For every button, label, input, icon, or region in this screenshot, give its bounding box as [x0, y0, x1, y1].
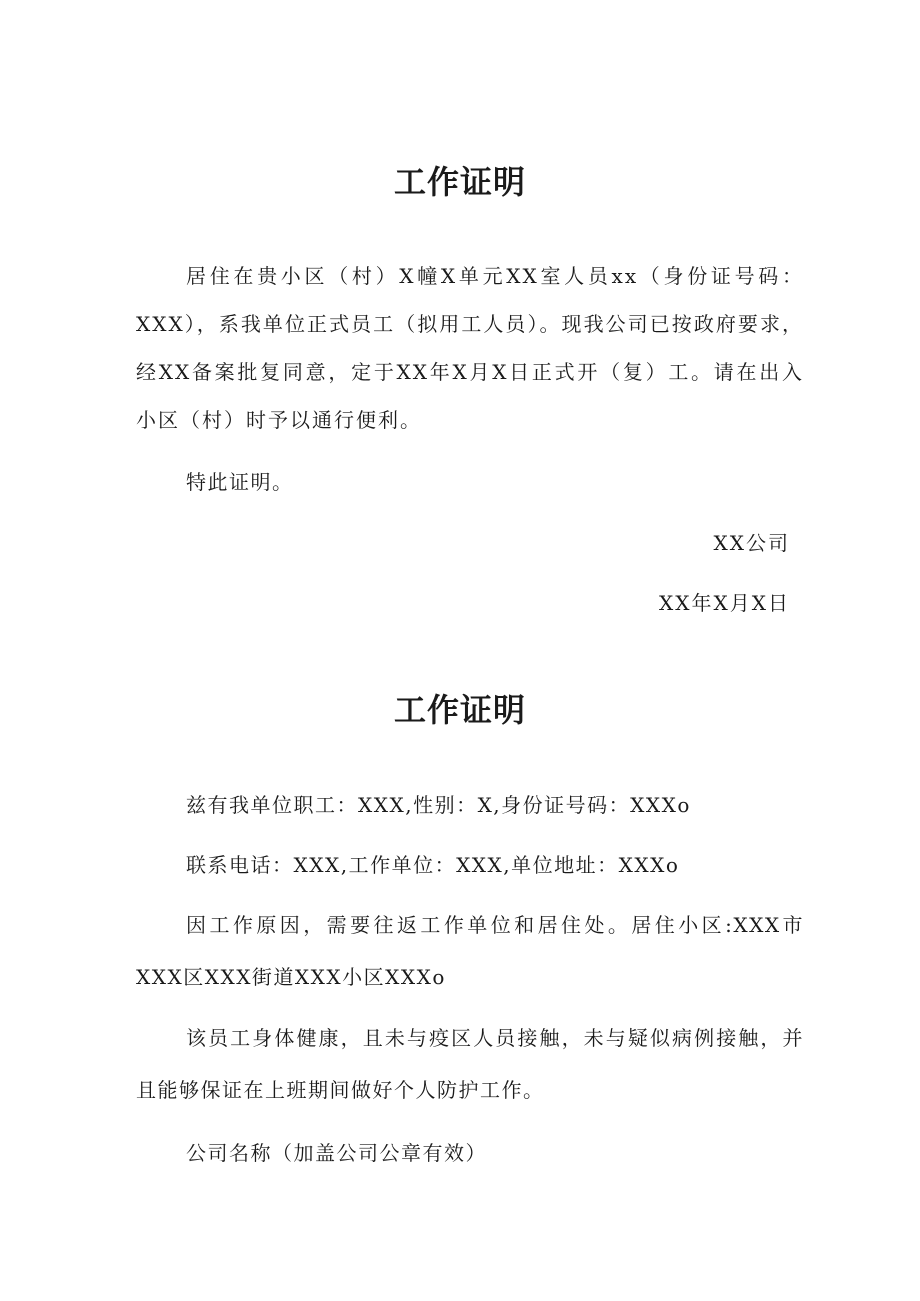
cert1-company: XX公司	[713, 531, 790, 555]
cert1-closing: 特此证明。	[186, 470, 294, 494]
cert2-title: 工作证明	[393, 691, 526, 729]
cert1-date: XX年X月X日	[659, 591, 790, 615]
cert1-body-paragraph: 居住在贵小区（村）X幢X单元XX室人员xx（身份证号码：XXX），系我单位正式员工（拟用工人员）。现我公司已按政府要求，经XX备案批复同意，定于XX年X月X日正式开（复）工。请在出入小区（村）时予以通行便利。	[136, 264, 804, 432]
cert2-contact-line: 联系电话：XXX,工作单位：XXX,单位地址：XXXo	[186, 853, 680, 877]
cert2-residence-paragraph: 因工作原因，需要往返工作单位和居住处。居住小区:XXX市XXX区XXX街道XXX小区XXXo	[136, 913, 804, 989]
cert2-employee-line: 兹有我单位职工：XXX,性别：X,身份证号码：XXXo	[186, 793, 691, 817]
cert2-health-paragraph: 该员工身体健康，且未与疫区人员接触，未与疑似病例接触，并且能够保证在上班期间做好个人防护工作。	[136, 1026, 804, 1102]
cert2-company-seal-line: 公司名称（加盖公司公章有效）	[186, 1141, 487, 1165]
cert1-title: 工作证明	[393, 163, 526, 201]
